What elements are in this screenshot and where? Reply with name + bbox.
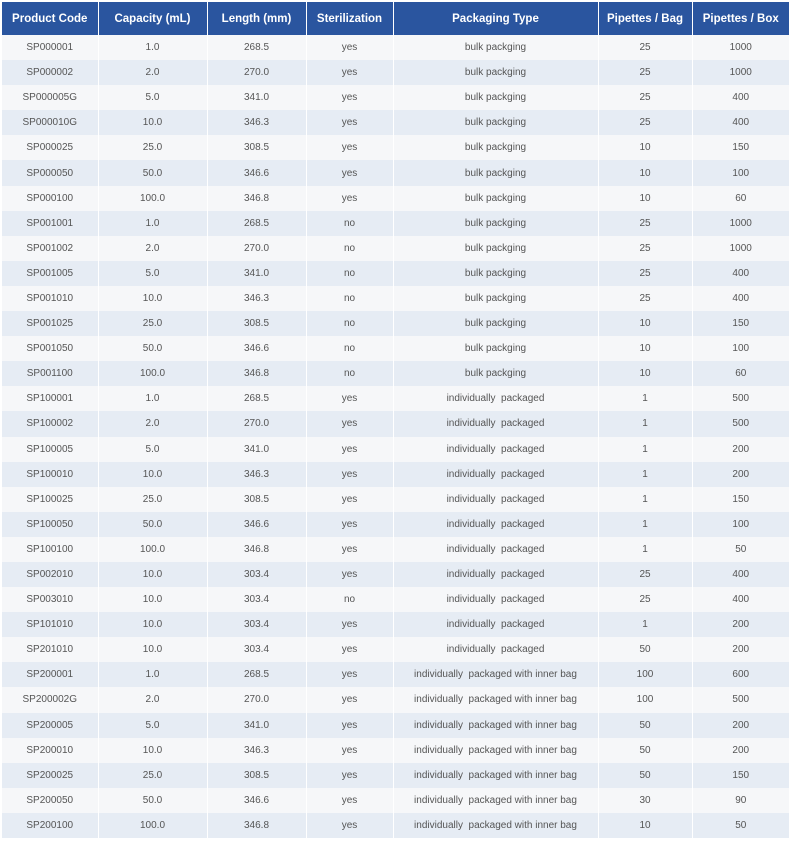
length-cell: 308.5 [207,311,306,336]
packaging-type-cell: individually packaged with inner bag [393,763,598,788]
capacity-cell: 1.0 [98,211,207,236]
capacity-cell: 25.0 [98,487,207,512]
pipettes-per-bag-cell: 1 [598,462,692,487]
table-row [2,637,789,662]
pipettes-per-bag-cell: 25 [598,35,692,60]
capacity-cell: 10.0 [98,286,207,311]
packaging-type-cell: individually packaged [393,512,598,537]
length-cell: 341.0 [207,261,306,286]
sterilization-cell: yes [306,763,393,788]
product-code-cell: SP200005 [2,713,98,738]
length-cell: 346.6 [207,512,306,537]
pipettes-per-box-cell: 500 [692,687,789,712]
product-code-cell: SP000002 [2,60,98,85]
product-code-cell: SP001002 [2,236,98,261]
length-cell: 346.8 [207,361,306,386]
capacity-cell: 1.0 [98,662,207,687]
sterilization-cell: no [306,361,393,386]
table-row [2,85,789,110]
pipettes-per-bag-cell: 25 [598,286,692,311]
packaging-type-cell: bulk packging [393,60,598,85]
product-code-cell: SP000010G [2,110,98,135]
header-product-code: Product Code [2,2,98,35]
pipettes-per-bag-cell: 10 [598,186,692,211]
header-capacity: Capacity (mL) [98,2,207,35]
pipettes-per-box-cell: 50 [692,537,789,562]
pipettes-per-box-cell: 150 [692,135,789,160]
pipettes-per-box-cell: 400 [692,261,789,286]
capacity-cell: 25.0 [98,311,207,336]
header-sterilization: Sterilization [306,2,393,35]
pipettes-per-bag-cell: 10 [598,311,692,336]
length-cell: 270.0 [207,60,306,85]
sterilization-cell: no [306,311,393,336]
header-length: Length (mm) [207,2,306,35]
capacity-cell: 10.0 [98,738,207,763]
pipettes-per-box-cell: 100 [692,512,789,537]
product-code-cell: SP200100 [2,813,98,838]
packaging-type-cell: bulk packging [393,160,598,185]
table-row [2,763,789,788]
product-code-cell: SP000025 [2,135,98,160]
pipettes-per-box-cell: 500 [692,411,789,436]
sterilization-cell: yes [306,562,393,587]
capacity-cell: 100.0 [98,813,207,838]
product-code-cell: SP000005G [2,85,98,110]
table-row [2,612,789,637]
length-cell: 303.4 [207,587,306,612]
packaging-type-cell: individually packaged [393,386,598,411]
pipettes-per-box-cell: 200 [692,462,789,487]
packaging-type-cell: individually packaged [393,637,598,662]
product-code-cell: SP100010 [2,462,98,487]
pipettes-per-box-cell: 400 [692,587,789,612]
pipettes-per-bag-cell: 25 [598,261,692,286]
product-code-cell: SP001001 [2,211,98,236]
capacity-cell: 10.0 [98,612,207,637]
sterilization-cell: yes [306,537,393,562]
length-cell: 308.5 [207,135,306,160]
length-cell: 341.0 [207,437,306,462]
product-code-cell: SP001005 [2,261,98,286]
table-row [2,462,789,487]
pipettes-per-bag-cell: 30 [598,788,692,813]
packaging-type-cell: individually packaged with inner bag [393,662,598,687]
product-code-cell: SP201010 [2,637,98,662]
pipettes-per-bag-cell: 25 [598,211,692,236]
pipettes-per-box-cell: 400 [692,85,789,110]
table-row [2,562,789,587]
table-row [2,738,789,763]
pipettes-per-box-cell: 1000 [692,35,789,60]
pipettes-per-box-cell: 100 [692,336,789,361]
capacity-cell: 5.0 [98,85,207,110]
product-code-cell: SP001010 [2,286,98,311]
capacity-cell: 1.0 [98,386,207,411]
table-row [2,261,789,286]
packaging-type-cell: individually packaged [393,437,598,462]
packaging-type-cell: bulk packging [393,286,598,311]
table-row [2,437,789,462]
product-code-cell: SP002010 [2,562,98,587]
sterilization-cell: yes [306,662,393,687]
length-cell: 346.3 [207,462,306,487]
pipettes-per-bag-cell: 25 [598,110,692,135]
pipettes-per-box-cell: 200 [692,612,789,637]
table-body [2,35,789,838]
length-cell: 303.4 [207,637,306,662]
length-cell: 346.8 [207,186,306,211]
product-code-cell: SP200050 [2,788,98,813]
sterilization-cell: yes [306,135,393,160]
packaging-type-cell: bulk packging [393,336,598,361]
length-cell: 346.3 [207,738,306,763]
table-row [2,687,789,712]
product-code-cell: SP200001 [2,662,98,687]
packaging-type-cell: individually packaged [393,562,598,587]
sterilization-cell: yes [306,35,393,60]
packaging-type-cell: bulk packging [393,135,598,160]
pipettes-per-box-cell: 60 [692,186,789,211]
pipettes-per-bag-cell: 10 [598,135,692,160]
product-code-cell: SP100005 [2,437,98,462]
capacity-cell: 100.0 [98,361,207,386]
capacity-cell: 10.0 [98,587,207,612]
length-cell: 270.0 [207,236,306,261]
packaging-type-cell: individually packaged with inner bag [393,713,598,738]
sterilization-cell: yes [306,487,393,512]
packaging-type-cell: bulk packging [393,186,598,211]
table-row [2,236,789,261]
length-cell: 341.0 [207,85,306,110]
pipettes-per-box-cell: 50 [692,813,789,838]
pipettes-per-bag-cell: 25 [598,587,692,612]
sterilization-cell: yes [306,462,393,487]
header-row [2,2,789,35]
sterilization-cell: no [306,211,393,236]
table-row [2,60,789,85]
sterilization-cell: no [306,236,393,261]
pipettes-per-box-cell: 60 [692,361,789,386]
table-row [2,160,789,185]
product-code-cell: SP001050 [2,336,98,361]
packaging-type-cell: bulk packging [393,311,598,336]
pipettes-per-bag-cell: 1 [598,612,692,637]
capacity-cell: 5.0 [98,713,207,738]
capacity-cell: 50.0 [98,512,207,537]
length-cell: 268.5 [207,35,306,60]
length-cell: 346.3 [207,286,306,311]
sterilization-cell: yes [306,612,393,637]
pipettes-per-box-cell: 400 [692,286,789,311]
length-cell: 308.5 [207,763,306,788]
packaging-type-cell: bulk packging [393,110,598,135]
pipettes-per-box-cell: 200 [692,713,789,738]
product-code-cell: SP003010 [2,587,98,612]
pipettes-per-bag-cell: 10 [598,336,692,361]
table-row [2,336,789,361]
capacity-cell: 2.0 [98,236,207,261]
capacity-cell: 5.0 [98,437,207,462]
sterilization-cell: yes [306,386,393,411]
length-cell: 303.4 [207,612,306,637]
length-cell: 346.6 [207,788,306,813]
packaging-type-cell: bulk packging [393,361,598,386]
pipettes-per-bag-cell: 25 [598,85,692,110]
packaging-type-cell: individually packaged [393,612,598,637]
sterilization-cell: no [306,286,393,311]
product-code-cell: SP000001 [2,35,98,60]
length-cell: 346.8 [207,537,306,562]
product-code-cell: SP001025 [2,311,98,336]
capacity-cell: 2.0 [98,411,207,436]
product-code-cell: SP100001 [2,386,98,411]
sterilization-cell: no [306,336,393,361]
product-code-cell: SP100050 [2,512,98,537]
pipettes-per-box-cell: 1000 [692,236,789,261]
packaging-type-cell: bulk packging [393,211,598,236]
length-cell: 341.0 [207,713,306,738]
packaging-type-cell: individually packaged with inner bag [393,813,598,838]
product-code-cell: SP100100 [2,537,98,562]
pipettes-per-box-cell: 150 [692,487,789,512]
length-cell: 346.6 [207,160,306,185]
pipettes-per-bag-cell: 1 [598,487,692,512]
product-code-cell: SP000100 [2,186,98,211]
pipettes-per-bag-cell: 25 [598,236,692,261]
capacity-cell: 5.0 [98,261,207,286]
pipettes-per-box-cell: 400 [692,562,789,587]
pipettes-per-box-cell: 1000 [692,60,789,85]
sterilization-cell: yes [306,160,393,185]
table-row [2,361,789,386]
pipettes-per-bag-cell: 1 [598,512,692,537]
table-row [2,713,789,738]
packaging-type-cell: individually packaged [393,487,598,512]
capacity-cell: 100.0 [98,186,207,211]
sterilization-cell: yes [306,60,393,85]
product-code-cell: SP000050 [2,160,98,185]
length-cell: 346.8 [207,813,306,838]
header-pipettes-per-box: Pipettes / Box [692,2,789,35]
pipettes-per-box-cell: 100 [692,160,789,185]
table-row [2,662,789,687]
packaging-type-cell: bulk packging [393,261,598,286]
length-cell: 270.0 [207,687,306,712]
sterilization-cell: yes [306,85,393,110]
product-code-cell: SP001100 [2,361,98,386]
table-row [2,487,789,512]
table-header [2,2,789,35]
pipettes-per-box-cell: 400 [692,110,789,135]
pipettes-per-bag-cell: 10 [598,160,692,185]
pipettes-per-bag-cell: 1 [598,411,692,436]
product-code-cell: SP100025 [2,487,98,512]
product-code-cell: SP101010 [2,612,98,637]
capacity-cell: 25.0 [98,135,207,160]
header-packaging-type: Packaging Type [393,2,598,35]
pipettes-per-bag-cell: 1 [598,537,692,562]
table-row [2,311,789,336]
pipettes-per-bag-cell: 25 [598,60,692,85]
table-row [2,537,789,562]
packaging-type-cell: individually packaged [393,537,598,562]
capacity-cell: 50.0 [98,336,207,361]
packaging-type-cell: individually packaged with inner bag [393,738,598,763]
length-cell: 270.0 [207,411,306,436]
product-code-cell: SP200010 [2,738,98,763]
capacity-cell: 25.0 [98,763,207,788]
pipettes-per-box-cell: 600 [692,662,789,687]
product-code-cell: SP100002 [2,411,98,436]
sterilization-cell: yes [306,512,393,537]
capacity-cell: 50.0 [98,160,207,185]
packaging-type-cell: bulk packging [393,85,598,110]
pipettes-per-box-cell: 90 [692,788,789,813]
pipettes-per-box-cell: 1000 [692,211,789,236]
sterilization-cell: yes [306,813,393,838]
capacity-cell: 10.0 [98,562,207,587]
length-cell: 346.6 [207,336,306,361]
pipettes-per-bag-cell: 10 [598,813,692,838]
pipettes-per-bag-cell: 25 [598,562,692,587]
pipettes-per-bag-cell: 50 [598,763,692,788]
pipettes-per-bag-cell: 100 [598,687,692,712]
sterilization-cell: yes [306,437,393,462]
sterilization-cell: yes [306,738,393,763]
pipettes-per-box-cell: 150 [692,311,789,336]
pipettes-per-box-cell: 200 [692,437,789,462]
pipettes-per-box-cell: 500 [692,386,789,411]
pipettes-per-box-cell: 150 [692,763,789,788]
capacity-cell: 50.0 [98,788,207,813]
sterilization-cell: yes [306,788,393,813]
capacity-cell: 100.0 [98,537,207,562]
packaging-type-cell: individually packaged [393,411,598,436]
pipettes-per-bag-cell: 10 [598,361,692,386]
pipettes-per-bag-cell: 100 [598,662,692,687]
header-pipettes-per-bag: Pipettes / Bag [598,2,692,35]
table-row [2,135,789,160]
length-cell: 308.5 [207,487,306,512]
sterilization-cell: yes [306,110,393,135]
pipettes-per-box-cell: 200 [692,738,789,763]
pipettes-per-bag-cell: 50 [598,738,692,763]
length-cell: 346.3 [207,110,306,135]
capacity-cell: 10.0 [98,110,207,135]
sterilization-cell: yes [306,186,393,211]
sterilization-cell: yes [306,687,393,712]
pipettes-per-bag-cell: 50 [598,713,692,738]
table-row [2,386,789,411]
table-row [2,411,789,436]
sterilization-cell: no [306,261,393,286]
table-row [2,286,789,311]
pipettes-per-bag-cell: 50 [598,637,692,662]
sterilization-cell: no [306,587,393,612]
packaging-type-cell: individually packaged with inner bag [393,687,598,712]
table-row [2,788,789,813]
pipettes-per-box-cell: 200 [692,637,789,662]
length-cell: 303.4 [207,562,306,587]
packaging-type-cell: bulk packging [393,236,598,261]
table-row [2,211,789,236]
packaging-type-cell: individually packaged with inner bag [393,788,598,813]
capacity-cell: 2.0 [98,60,207,85]
product-code-cell: SP200025 [2,763,98,788]
capacity-cell: 10.0 [98,462,207,487]
capacity-cell: 10.0 [98,637,207,662]
sterilization-cell: yes [306,713,393,738]
packaging-type-cell: individually packaged [393,462,598,487]
packaging-type-cell: bulk packging [393,35,598,60]
length-cell: 268.5 [207,386,306,411]
table-row [2,35,789,60]
capacity-cell: 1.0 [98,35,207,60]
sterilization-cell: yes [306,411,393,436]
capacity-cell: 2.0 [98,687,207,712]
pipettes-per-bag-cell: 1 [598,386,692,411]
table-row [2,512,789,537]
length-cell: 268.5 [207,662,306,687]
table-row [2,186,789,211]
pipettes-per-bag-cell: 1 [598,437,692,462]
table-row [2,110,789,135]
packaging-type-cell: individually packaged [393,587,598,612]
table-row [2,813,789,838]
product-spec-table [2,2,789,838]
table-row [2,587,789,612]
length-cell: 268.5 [207,211,306,236]
product-code-cell: SP200002G [2,687,98,712]
sterilization-cell: yes [306,637,393,662]
